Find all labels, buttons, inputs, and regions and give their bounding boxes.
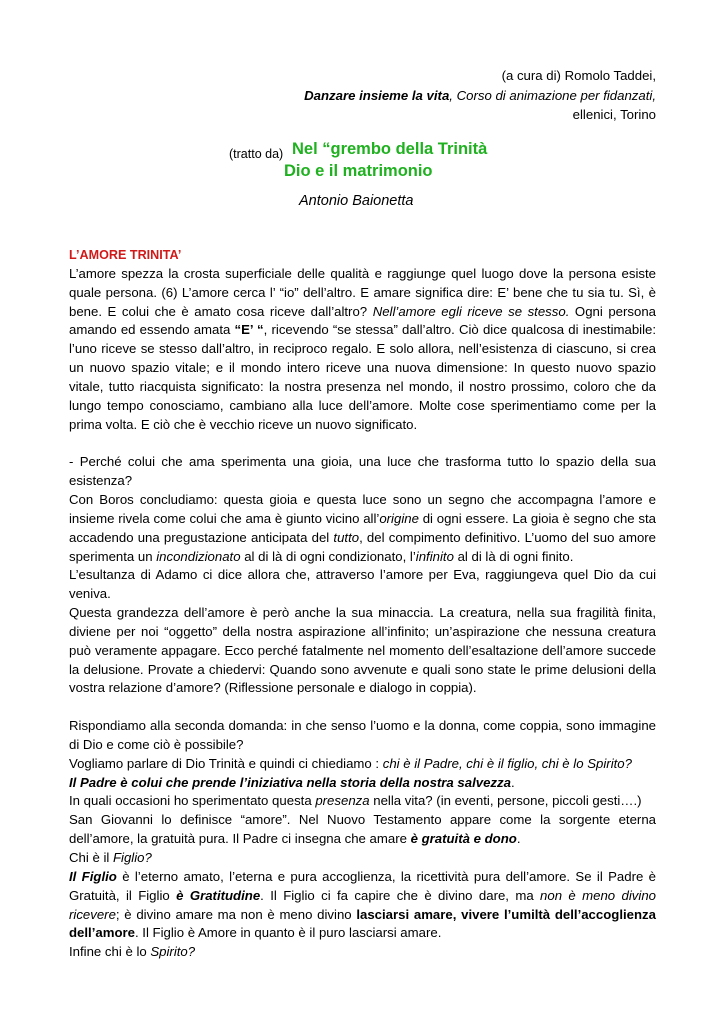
paragraph-13: Infine chi è lo Spirito? <box>69 944 196 960</box>
paragraph-2: - Perché colui che ama sperimenta una gioia, una luce che trasforma tutto lo spazio della sua esistenza? <box>69 454 656 489</box>
document-title: Nel “grembo della Trinità <box>292 140 488 158</box>
paragraph-10: San Giovanni lo definisce “amore”. Nel Nuovo Testamento appare come la sorgente eterna dell’amore, la gratuità pura. Il Padre ci insegna che amare è gratuità e dono. <box>69 812 656 847</box>
source-header <box>304 66 656 125</box>
paragraph-3: Con Boros concludiamo: questa gioia e questa luce sono un segno che accompagna l’amore e insieme rivela come colui che ama è giunto vicino all’origine di ogni essere. La gioia è segno che sta accadendo una pregustazione anticipata del tutto, del compimento definitivo. L’uomo del suo amore sperimenta un incondizionato al di là di ogni condizionato, l’infinito al di là di ogni finito. <box>69 491 657 564</box>
header-book-subtitle: , Corso di animazione per fidanzati, <box>449 87 656 103</box>
document-body <box>69 246 656 962</box>
header-book-title: Danzare insieme la vita <box>304 87 450 103</box>
author-name: Antonio Baionetta <box>299 193 414 209</box>
section-heading: L’AMORE TRINITA’ <box>69 248 182 262</box>
paragraph-12: Il Figlio è l’eterno amato, l’eterna e pura accoglienza, la ricettività pura dell’amore. Se il Padre è Gratuità, il Figlio è Gratitudine. Il Figlio ci fa capire che è divino dare, ma non è meno divino ricevere; è divino amare ma non è meno divino lasciarsi amare, vivere l’umiltà dell’accoglienza dell’amore. Il Figlio è Amore in quanto è il puro lasciarsi amare. <box>69 868 656 941</box>
header-book <box>304 86 656 106</box>
header-editor: (a cura di) Romolo Taddei, <box>501 68 656 83</box>
source-prefix: (tratto da) <box>229 147 284 161</box>
paragraph-9: In quali occasioni ho sperimentato questa presenza nella vita? (in eventi, persone, piccoli gesti….) <box>69 793 642 809</box>
paragraph-6: Rispondiamo alla seconda domanda: in che senso l’uomo e la donna, come coppia, sono immagine di Dio e come ciò è possibile? <box>69 718 656 752</box>
paragraph-11: Chi è il Figlio? <box>69 850 152 865</box>
paragraph-1: L’amore spezza la crosta superficiale delle qualità e raggiunge quel luogo dove la persona esiste quale persona. (6) L’amore cerca l’ “io” dell’altro. E amare significa dire: E’ bene che tu sia tu. Sì, è bene. E colui che è amato cosa riceve dall’altro? Nell’amore egli riceve se stesso. Ogni persona amando ed essendo amata “E’ “, ricevendo “se stessa” dall’altro. Ciò dice qualcosa di inestimabile: l’uno riceve se stesso dall’altro, in reciproco regalo. E solo allora, nell’esistenza di ciascuno, si crea un nuovo spazio vitale; e il mondo intero riceve una nuova dimensione: In questo nuovo spazio vitale, tutto riacquista significato: la nostra presenza nel mondo, il nostro prossimo, coloro che da lungo tempo conosciamo, cambiano alla luce dell’amore. Molte cose sperimentiamo come per la prima volta. E ciò che è vecchio riceve un nuovo significato. <box>69 265 657 432</box>
paragraph-7: Vogliamo parlare di Dio Trinità e quindi ci chiediamo : chi è il Padre, chi è il figlio, chi è lo Spirito? <box>69 755 632 771</box>
header-publisher: ellenici, Torino <box>572 107 656 122</box>
document-subtitle: Dio e il matrimonio <box>284 162 433 180</box>
paragraph-5: Questa grandezza dell’amore è però anche la sua minaccia. La creatura, nella sua fragilità finita, diviene per noi “oggetto” della nostra aspirazione all’infinito; un’aspirazione che nessuna creatura può veramente appagare. Ecco perché fatalmente nel momento dell’esaltazione dell’amore succede la delusione. Provate a chiedervi: Quando sono avvenute e quali sono state le prime delusioni della vostra relazione d’amore? (Riflessione personale e dialogo in coppia). <box>69 605 656 696</box>
paragraph-8: Il Padre è colui che prende l’iniziativa nella storia della nostra salvezza. <box>69 774 515 790</box>
paragraph-4: L’esultanza di Adamo ci dice allora che, attraverso l’amore per Eva, raggiungeva quel Dio da cui veniva. <box>69 567 656 602</box>
